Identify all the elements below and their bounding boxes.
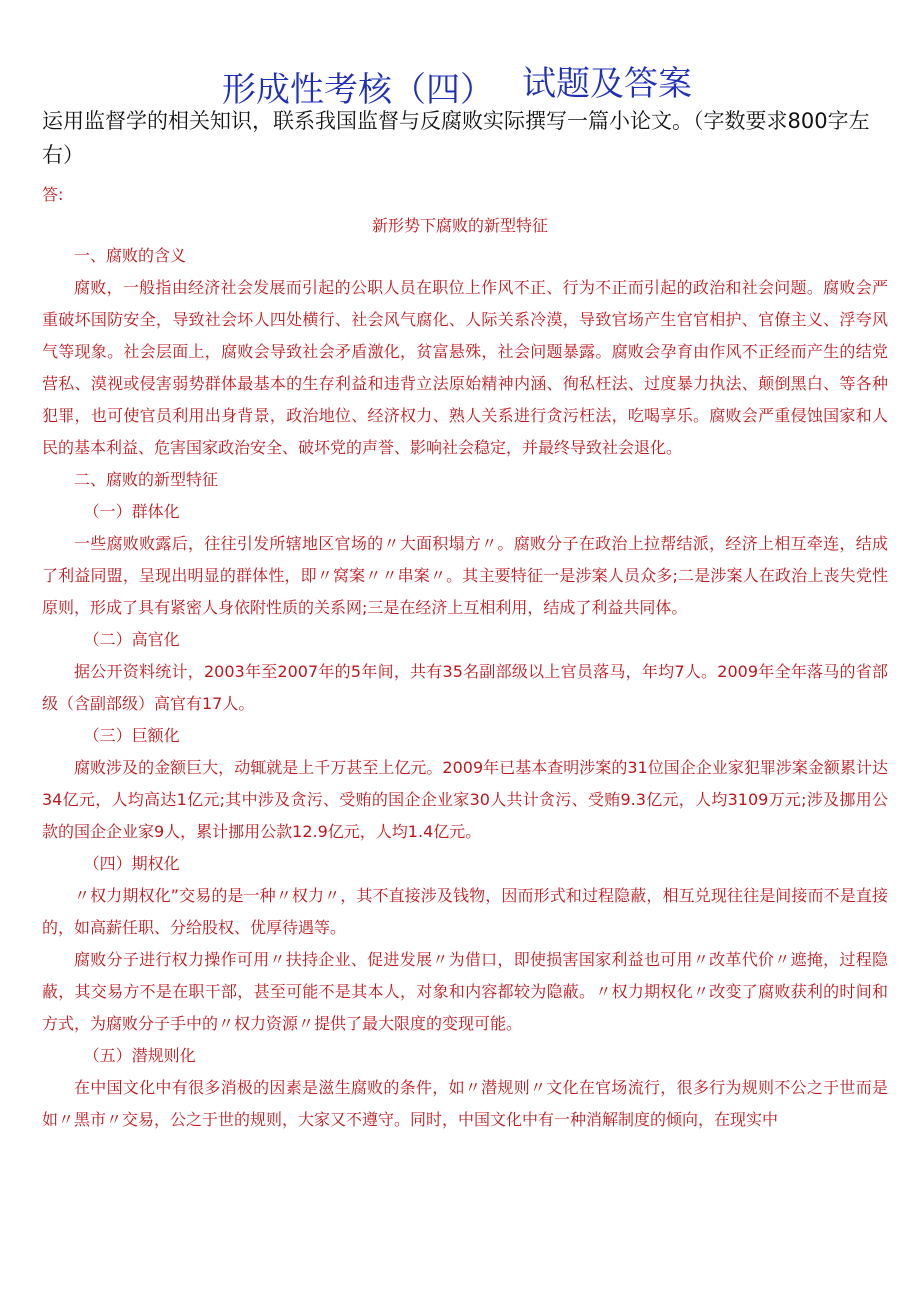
page-title-suffix: 试题及答案 (522, 64, 692, 104)
subsection-heading: （四）期权化 (83, 854, 180, 873)
question-text: 运用监督学的相关知识，联系我国监督与反腐败实际撰写一篇小论文。（字数要求800字左右） (42, 109, 870, 167)
subsection-heading: （三）巨额化 (83, 726, 180, 745)
essay-body (42, 240, 888, 1136)
section-heading: 一、腐败的含义 (74, 246, 187, 265)
page-title: 形成性考核（四） (222, 70, 494, 110)
essay-title: 新形势下腐败的新型特征 (371, 216, 548, 235)
subsection-heading: （五）潜规则化 (83, 1046, 196, 1065)
subsection-heading: （一）群体化 (83, 502, 180, 521)
answer-label: 答: (42, 185, 64, 204)
paragraph: 据公开资料统计，2003年至2007年的5年间，共有35名副部级以上官员落马，年均7人。2009年全年落马的省部级（含副部级）高官有17人。 (42, 662, 888, 713)
paragraph: 腐败涉及的金额巨大，动辄就是上千万甚至上亿元。2009年已基本查明涉案的31位国企企业家犯罪涉案金额累计达34亿元，人均高达1亿元;其中涉及贪污、受贿的国企企业家30人共计贪污、受贿9.3亿元，人均3109万元;涉及挪用公款的国企企业家9人，累计挪用公款12.9亿元，人均1.4亿元。 (42, 758, 888, 841)
section-heading: 二、腐败的新型特征 (74, 470, 219, 489)
subsection-heading: （二）高官化 (83, 630, 180, 649)
paragraph: 腐败分子进行权力操作可用〃扶持企业、促进发展〃为借口，即使损害国家利益也可用〃改革代价〃遮掩，过程隐蔽，其交易方不是在职干部，甚至可能不是其本人，对象和内容都较为隐蔽。〃权力期权化〃改变了腐败获利的时间和方式，为腐败分子手中的〃权力资源〃提供了最大限度的变现可能。 (42, 950, 888, 1033)
paragraph: 〃权力期权化”交易的是一种〃权力〃，其不直接涉及钱物，因而形式和过程隐蔽，相互兑现往往是间接而不是直接的，如高薪任职、分给股权、优厚待遇等。 (42, 886, 888, 937)
paragraph: 一些腐败败露后，往往引发所辖地区官场的〃大面积塌方〃。腐败分子在政治上拉帮结派，经济上相互牵连，结成了利益同盟，呈现出明显的群体性，即〃窝案〃〃串案〃。其主要特征一是涉案人员众多;二是涉案人在政治上丧失党性原则，形成了具有紧密人身依附性质的关系网;三是在经济上互相利用，结成了利益共同体。 (42, 534, 888, 617)
paragraph: 腐败，一般指由经济社会发展而引起的公职人员在职位上作风不正、行为不正而引起的政治和社会问题。腐败会严重破坏国防安全，导致社会坏人四处横行、社会风气腐化、人际关系冷漠，导致官场产生官官相护、官僚主义、浮夸风气等现象。社会层面上，腐败会导致社会矛盾激化，贫富悬殊，社会问题暴露。腐败会孕育由作风不正经而产生的结党营私、漠视或侵害弱势群体最基本的生存利益和违背立法原始精神内涵、徇私枉法、过度暴力执法、颠倒黑白、等各种犯罪，也可使官员利用出身背景，政治地位、经济权力、熟人关系进行贪污枉法，吃喝享乐。腐败会严重侵蚀国家和人民的基本利益、危害国家政治安全、破坏党的声誉、影响社会稳定，并最终导致社会退化。 (42, 278, 888, 457)
paragraph: 在中国文化中有很多消极的因素是滋生腐败的条件，如〃潜规则〃文化在官场流行，很多行为规则不公之于世而是如〃黑市〃交易，公之于世的规则，大家又不遵守。同时，中国文化中有一种消解制度的倾向，在现实中 (42, 1078, 888, 1129)
